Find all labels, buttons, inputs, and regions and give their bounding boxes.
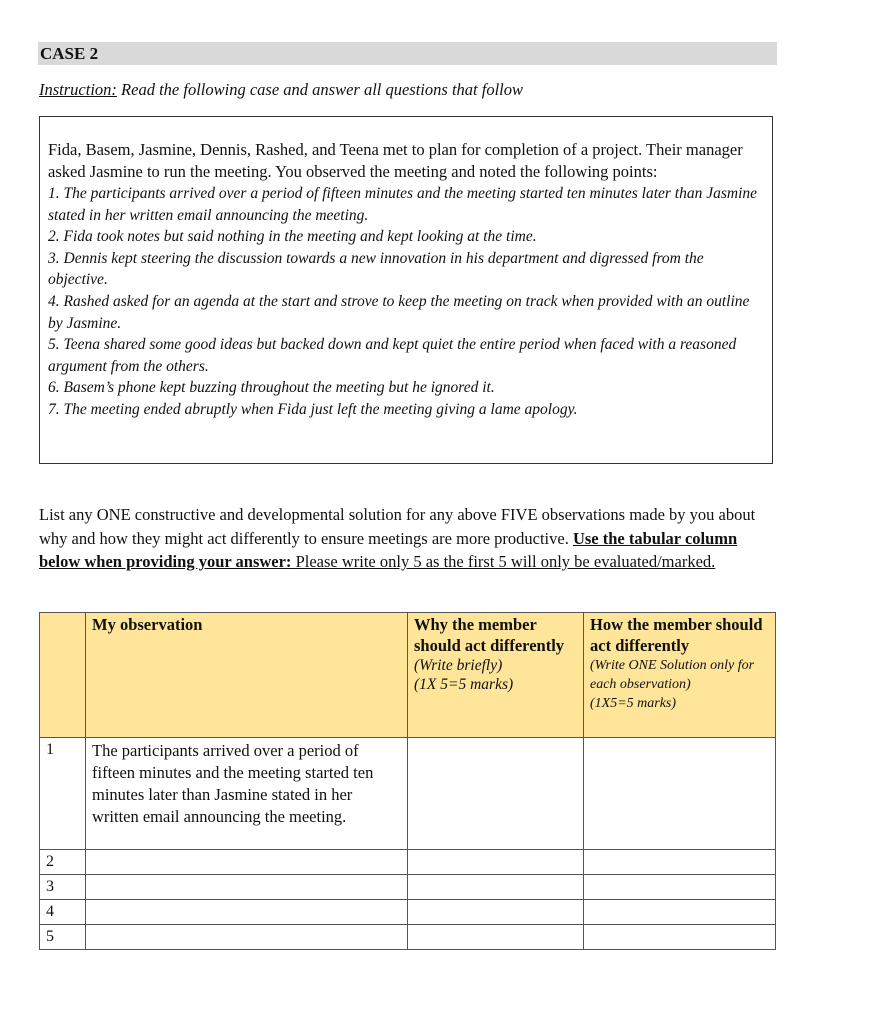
row-how-answer[interactable] [584,875,776,900]
question-text [39,503,779,574]
header-how-marks: (1X5=5 marks) [590,696,677,711]
row-observation[interactable] [86,875,408,900]
table-row [40,900,776,925]
row-number: 2 [40,850,86,875]
header-why-note: (Write briefly) [414,657,503,674]
observation-item: 2. Fida took notes but said nothing in the meeting and kept looking at the time. [48,228,537,246]
case-heading-bar [38,42,777,65]
table-row [40,850,776,875]
row-observation[interactable] [86,900,408,925]
row-number: 1 [40,738,86,850]
row-how-answer[interactable] [584,850,776,875]
observation-item: 6. Basem’s phone kept buzzing throughout the meeting but he ignored it. [48,379,495,397]
row-why-answer[interactable] [408,875,584,900]
instruction-line [39,80,523,100]
row-how-answer[interactable] [584,900,776,925]
table-header-row [40,613,776,738]
header-why [408,613,584,738]
header-why-title: Why the member should act differently [414,615,565,655]
case-description-box [39,116,773,464]
row-number: 3 [40,875,86,900]
observation-item: 4. Rashed asked for an agenda at the start and strove to keep the meeting on track when provided with an outline by Jasmine. [48,292,750,332]
row-why-answer[interactable] [408,850,584,875]
row-how-answer[interactable] [584,738,776,850]
row-observation[interactable] [86,850,408,875]
row-number: 4 [40,900,86,925]
table-row [40,875,776,900]
question-part1: List any ONE constructive and developmental solution for any above FIVE observations made by you about why and how they might act differently to ensure meetings are more productive. [39,505,756,548]
header-how [584,613,776,738]
case-intro: Fida, Basem, Jasmine, Dennis, Rashed, and Teena met to plan for completion of a project. Their manager asked Jasmine to run the meeting. You observed the meeting and noted the following points: [48,140,743,181]
row-number: 5 [40,925,86,950]
answer-table [39,612,776,950]
observation-item: 7. The meeting ended abruptly when Fida just left the meeting giving a lame apology. [48,400,578,418]
observation-item: 1. The participants arrived over a period of fifteen minutes and the meeting started ten minutes later than Jasmine stated in her written email announcing the meeting. [48,185,758,224]
row-why-answer[interactable] [408,925,584,950]
question-emphasis: Use the tabular column below when providing your answer: [39,528,738,571]
header-how-title: How the member should act differently [590,615,763,655]
instruction-label: Instruction: [39,80,117,99]
table-row [40,925,776,950]
observation-item: 3. Dennis kept steering the discussion towards a new innovation in his department and digressed from the objective. [48,249,704,289]
observation-list [48,183,764,421]
header-why-marks: (1X 5=5 marks) [414,676,514,693]
case-title: CASE 2 [40,44,99,63]
row-observation[interactable] [86,925,408,950]
header-observation [86,613,408,738]
header-observation-label: My observation [92,615,203,634]
instruction-text: Read the following case and answer all questions that follow [116,80,523,99]
row-how-answer[interactable] [584,925,776,950]
header-how-note: (Write ONE Solution only for each observation) [590,658,755,692]
table-row [40,738,776,850]
question-part2: Please write only 5 as the first 5 will only be evaluated/marked. [291,552,716,571]
header-number-cell [40,613,86,738]
row-why-answer[interactable] [408,900,584,925]
row-observation: The participants arrived over a period of fifteen minutes and the meeting started ten minutes later than Jasmine stated in her written email announcing the meeting. [86,738,408,850]
row-why-answer[interactable] [408,738,584,850]
observation-item: 5. Teena shared some good ideas but backed down and kept quiet the entire period when faced with a reasoned argument from the others. [48,336,737,375]
